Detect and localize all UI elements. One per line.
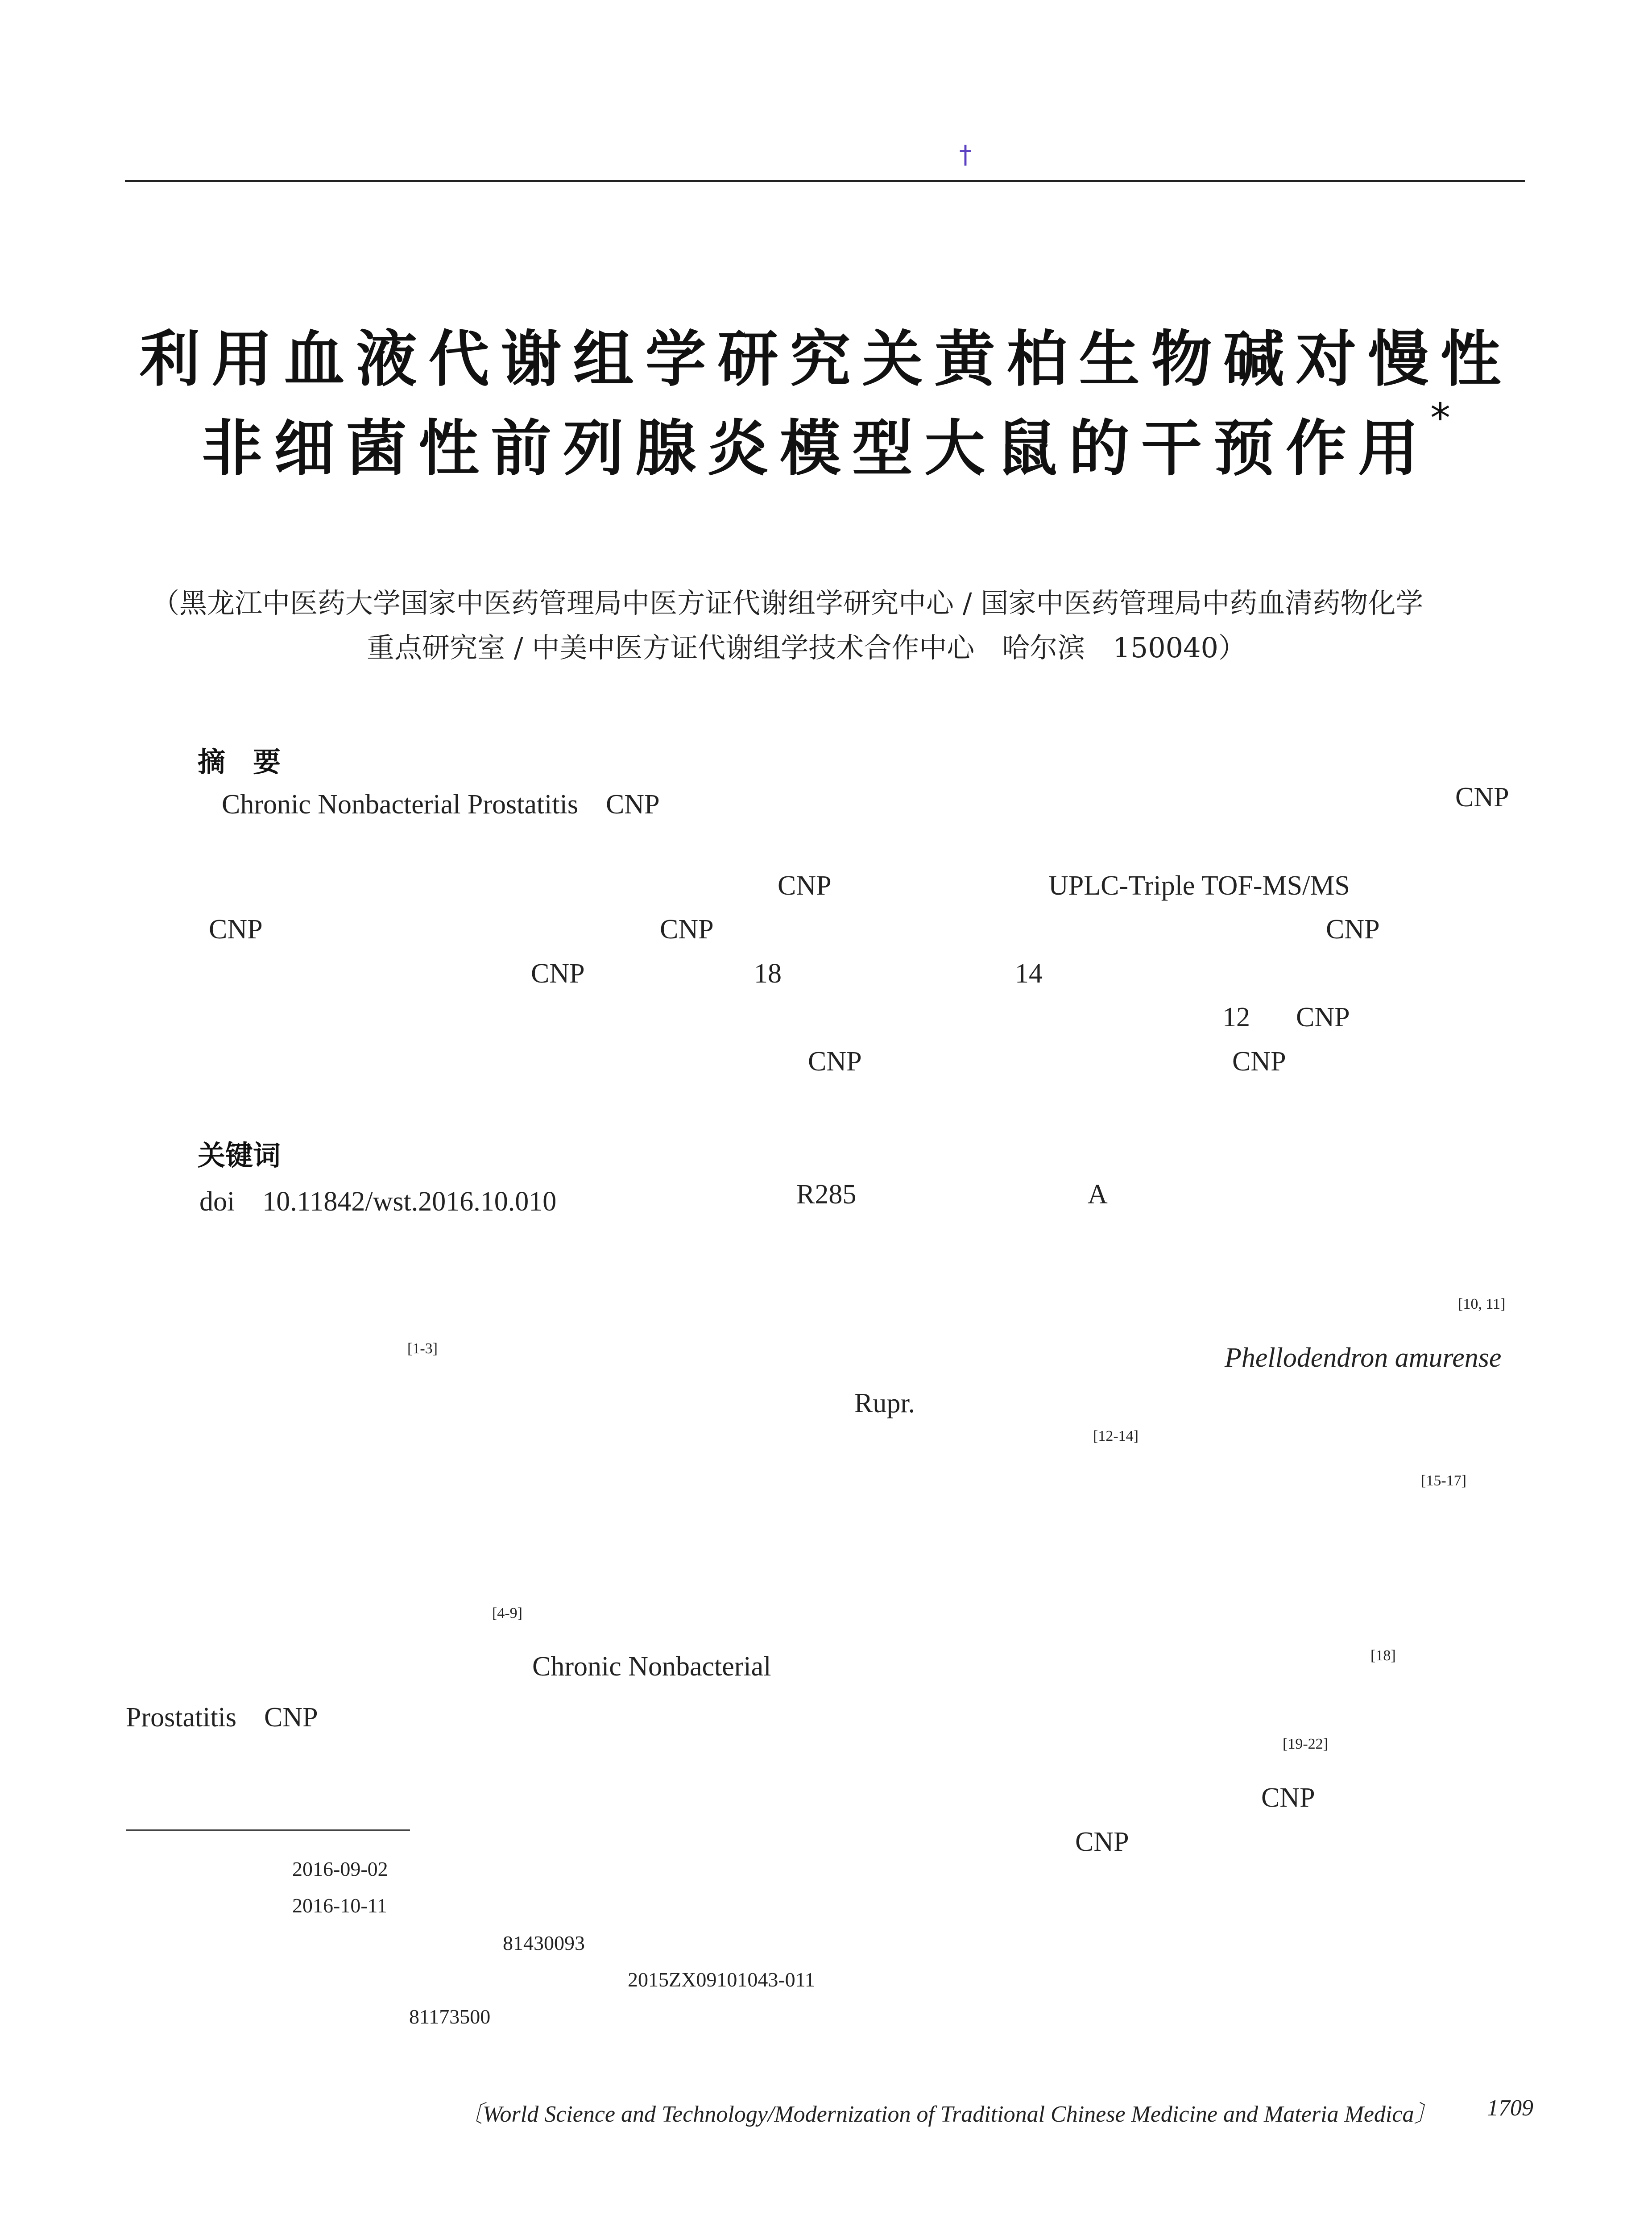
footnote-grant: 81173500 [409, 2005, 491, 2028]
footnote-rule [126, 1829, 410, 1831]
footnote-revised-date: 2016-10-11 [292, 1894, 387, 1917]
abstract-text: CNP [1232, 1046, 1286, 1077]
citation-ref: [1-3] [407, 1340, 438, 1357]
abstract-text: CNP [660, 914, 714, 945]
body-text: Chronic Nonbacterial [532, 1651, 771, 1682]
citation-ref: [18] [1370, 1647, 1396, 1664]
document-code: A [1088, 1179, 1108, 1210]
abstract-text: CNP [1326, 914, 1380, 945]
abstract-text: CNP [778, 871, 832, 901]
citation-ref: [4-9] [492, 1605, 522, 1621]
abstract-text: UPLC-Triple TOF-MS/MS [1048, 871, 1350, 901]
species-author: Rupr. [854, 1388, 915, 1418]
abstract-text: CNP [531, 958, 585, 989]
journal-name: 〔World Science and Technology/Modernization of Traditional Chinese Medicine and Materia Medica〕 [460, 2102, 1437, 2127]
citation-ref: [12-14] [1093, 1428, 1139, 1444]
abstract-text: CNP [209, 914, 263, 945]
title-line-1: 利用血液代谢组学研究关黄柏生物碱对慢性 [139, 324, 1513, 395]
title-star: * [1430, 395, 1450, 442]
body-text: CNP [1075, 1827, 1129, 1857]
abstract-text: CNP [1455, 782, 1509, 813]
header-dagger: † [959, 141, 972, 170]
footnote-grant: 81430093 [503, 1932, 585, 1954]
footnote-grant: 2015ZX09101043-011 [628, 1968, 815, 1991]
citation-ref: [10, 11] [1458, 1296, 1506, 1312]
clc-number: R285 [796, 1179, 857, 1210]
doi: doi 10.11842/wst.2016.10.010 [199, 1186, 557, 1217]
title-line-2: 非细菌性前列腺炎模型大鼠的干预作用* [202, 395, 1450, 484]
abstract-text: CNP [808, 1046, 862, 1077]
abstract-heading: 摘 要 [198, 746, 281, 778]
header-rule [125, 180, 1525, 182]
affiliation-line-2: 重点研究室 / 中美中医方证代谢组学技术合作中心 哈尔滨 150040） [367, 631, 1246, 664]
species-name: Phellodendron amurense [1225, 1343, 1502, 1373]
affiliation-line-1: （黑龙江中医药大学国家中医药管理局中医方证代谢组学研究中心 / 国家中医药管理局中药血清药物化学 [152, 587, 1424, 619]
page-number: 1709 [1487, 2095, 1533, 2121]
abstract-text: 14 [1015, 958, 1043, 989]
citation-ref: [15-17] [1421, 1472, 1466, 1489]
abstract-text: Chronic Nonbacterial Prostatitis CNP [222, 789, 660, 820]
footnote-received-date: 2016-09-02 [292, 1858, 388, 1880]
abstract-text: 12 [1222, 1002, 1250, 1033]
abstract-text: CNP [1296, 1002, 1350, 1033]
abstract-text: 18 [754, 958, 782, 989]
citation-ref: [19-22] [1283, 1736, 1328, 1752]
keywords-heading: 关键词 [198, 1139, 281, 1172]
body-text: Prostatitis CNP [126, 1702, 318, 1733]
body-text: CNP [1261, 1783, 1315, 1813]
